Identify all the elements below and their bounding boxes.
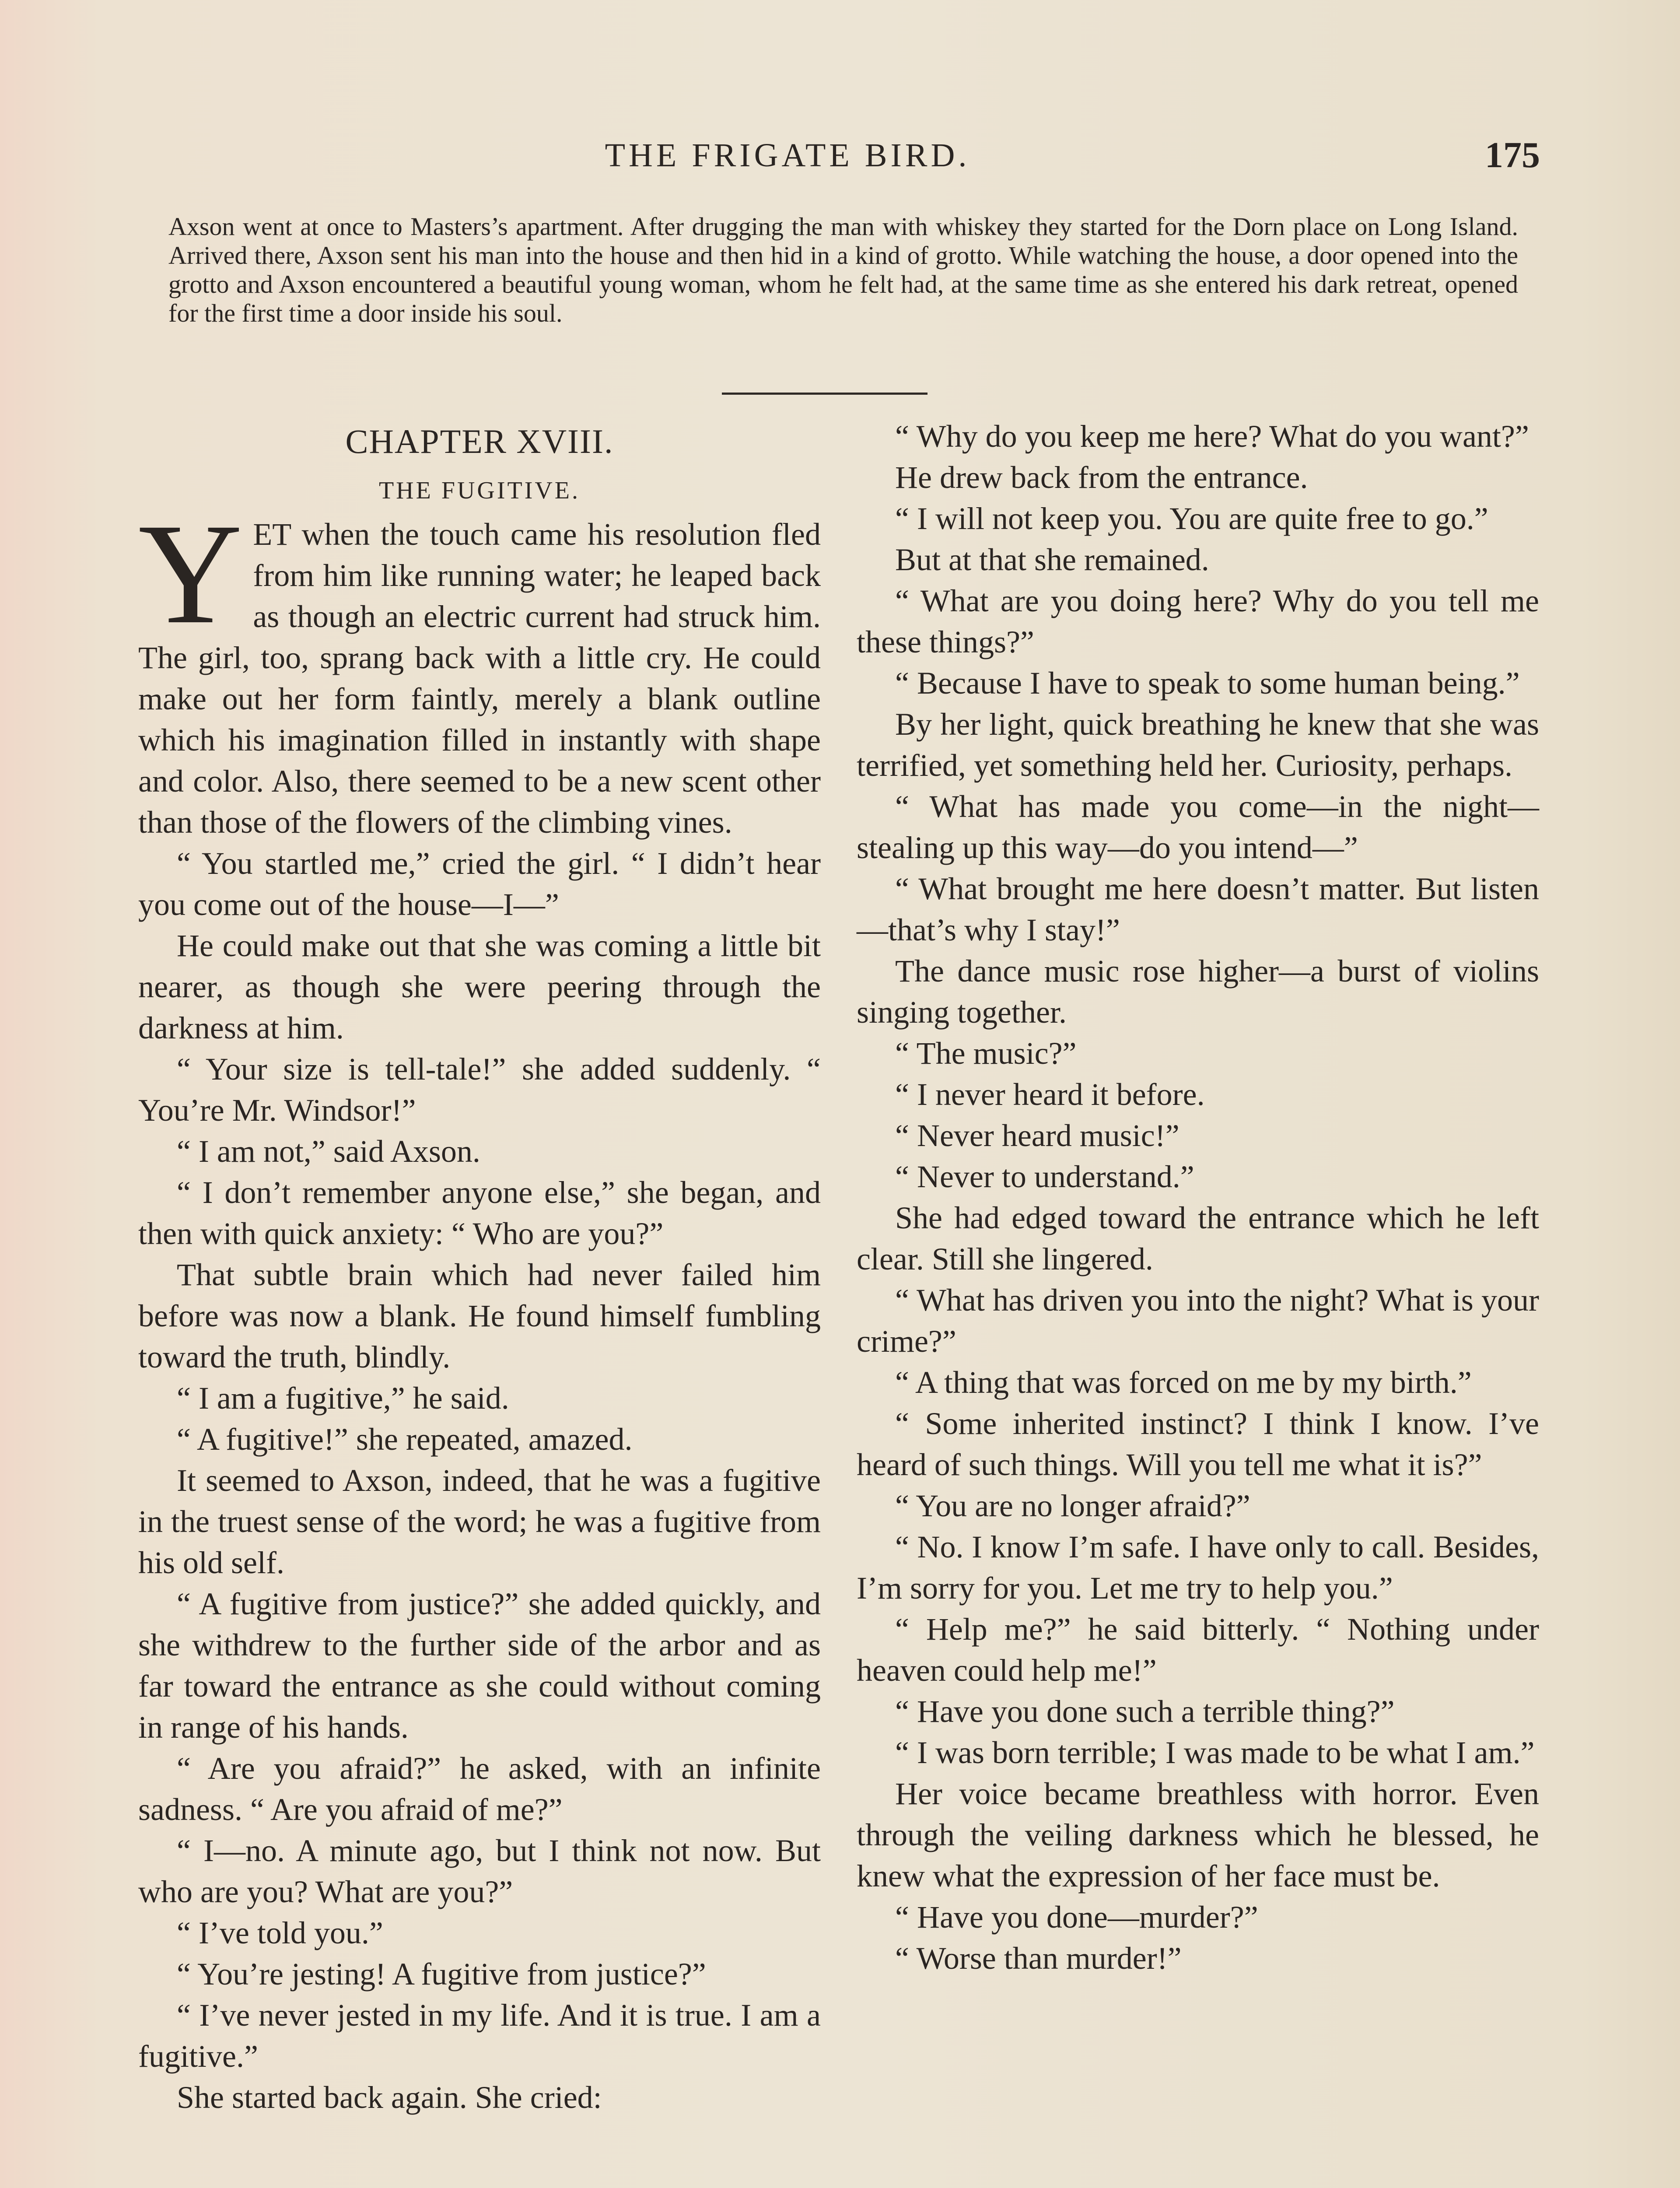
paragraph: “ You startled me,” cried the girl. “ I didn’t hear you come out of the house—I—”: [138, 846, 821, 922]
paragraph: By her light, quick breathing he knew that she was terrified, yet something held her. Curiosity, perhaps.: [857, 707, 1539, 783]
paragraph: “ Your size is tell-tale!” she added suddenly. “ You’re Mr. Windsor!”: [138, 1052, 821, 1128]
paragraph: “ Never heard music!”: [895, 1118, 1180, 1153]
paragraph: “ A thing that was forced on me by my birth.”: [895, 1365, 1472, 1400]
chapter-title: CHAPTER XVIII.: [345, 422, 614, 460]
paragraph: He drew back from the entrance.: [895, 460, 1308, 495]
paragraph: “ Why do you keep me here? What do you want?”: [895, 419, 1529, 454]
paragraph: “ You’re jesting! A fugitive from justice?”: [177, 1957, 706, 1992]
paragraph: “ Are you afraid?” he asked, with an infinite sadness. “ Are you afraid of me?”: [138, 1751, 821, 1827]
paragraph: But at that she remained.: [895, 542, 1209, 577]
paragraph: “ I don’t remember anyone else,” she began, and then with quick anxiety: “ Who are you?”: [138, 1175, 821, 1251]
paragraph: “ I am not,” said Axson.: [177, 1134, 480, 1169]
paragraph: Her voice became breathless with horror. Even through the veiling darkness which he blessed, he knew what the expression of her face must be.: [857, 1776, 1539, 1893]
paragraph: “ Some inherited instinct? I think I know. I’ve heard of such things. Will you tell me what it is?”: [857, 1406, 1539, 1482]
paragraph: “ The music?”: [895, 1036, 1077, 1071]
paragraph: “ A fugitive!” she repeated, amazed.: [177, 1422, 633, 1457]
synopsis-text: Axson went at once to Masters’s apartment. After drugging the man with whiskey they started for the Dorn place on Long Island. Arrived there, Axson sent his man into the house and then hid in a kind of grotto. While watching the house, a door opened into the grotto and Axson encountered a beautiful young woman, whom he felt had, at the same time as she entered his dark retreat, opened for the first time a door inside his soul.: [168, 212, 1518, 327]
paragraph: She started back again. She cried:: [177, 2080, 602, 2115]
paragraph: “ I will not keep you. You are quite free to go.”: [895, 501, 1488, 536]
right-column: [857, 416, 1539, 1979]
paragraph: “ What are you doing here? Why do you tell me these things?”: [857, 583, 1539, 659]
paragraph: “ Have you done—murder?”: [895, 1900, 1258, 1935]
paragraph: “ What has driven you into the night? What is your crime?”: [857, 1283, 1539, 1359]
paragraph: “ Because I have to speak to some human being.”: [895, 666, 1520, 701]
synopsis: [168, 212, 1518, 328]
paragraph: “ Worse than murder!”: [895, 1941, 1182, 1976]
paragraph: “ Never to understand.”: [895, 1159, 1194, 1194]
paragraph: “ Have you done such a terrible thing?”: [895, 1694, 1395, 1729]
paragraph: “ What has made you come—in the night—stealing up this way—do you intend—”: [857, 789, 1539, 865]
paragraph: “ I am a fugitive,” he said.: [177, 1381, 509, 1416]
paragraph: “ I never heard it before.: [895, 1077, 1205, 1112]
page-number: 175: [1485, 135, 1540, 175]
paragraph: The dance music rose higher—a burst of violins singing together.: [857, 954, 1539, 1030]
paragraph: “ I’ve never jested in my life. And it is true. I am a fugitive.”: [138, 1998, 821, 2074]
opening-text: ET when the touch came his resolution fled from him like running water; he leaped back as though an electric current had struck him. The girl, too, sprang back with a little cry. He could make out her form faintly, merely a blank outline which his imagination filled in instantly with shape and color. Also, there seemed to be a new scent other than those of the flowers of the climbing vines.: [138, 517, 821, 840]
opening-paragraph: [138, 494, 821, 843]
paragraph: She had edged toward the entrance which he left clear. Still she lingered.: [857, 1200, 1539, 1276]
left-column: [138, 416, 821, 2118]
paragraph: “ Help me?” he said bitterly. “ Nothing under heaven could help me!”: [857, 1612, 1539, 1688]
paragraph: “ No. I know I’m safe. I have only to call. Besides, I’m sorry for you. Let me try to help you.”: [857, 1529, 1539, 1606]
running-title: THE FRIGATE BIRD.: [605, 137, 970, 174]
section-divider: [722, 393, 928, 395]
chapter-subtitle: THE FUGITIVE.: [378, 477, 581, 504]
paragraph: He could make out that she was coming a little bit nearer, as though she were peering through the darkness at him.: [138, 928, 821, 1045]
drop-cap: Y: [138, 494, 243, 654]
paragraph: “ You are no longer afraid?”: [895, 1488, 1250, 1523]
paragraph: It seemed to Axson, indeed, that he was a fugitive in the truest sense of the word; he was a fugitive from his old self.: [138, 1463, 821, 1580]
paragraph: “ I was born terrible; I was made to be what I am.”: [895, 1735, 1535, 1770]
paragraph: “ What brought me here doesn’t matter. But listen—that’s why I stay!”: [857, 871, 1539, 947]
paragraph: “ I—no. A minute ago, but I think not now. But who are you? What are you?”: [138, 1833, 821, 1909]
paragraph: “ I’ve told you.”: [177, 1915, 383, 1950]
running-head: [0, 129, 1680, 182]
paragraph: “ A fugitive from justice?” she added quickly, and she withdrew to the further side of the arbor and as far toward the entrance as she could without coming in range of his hands.: [138, 1586, 821, 1745]
paragraph: That subtle brain which had never failed him before was now a blank. He found himself fumbling toward the truth, blindly.: [138, 1257, 821, 1375]
